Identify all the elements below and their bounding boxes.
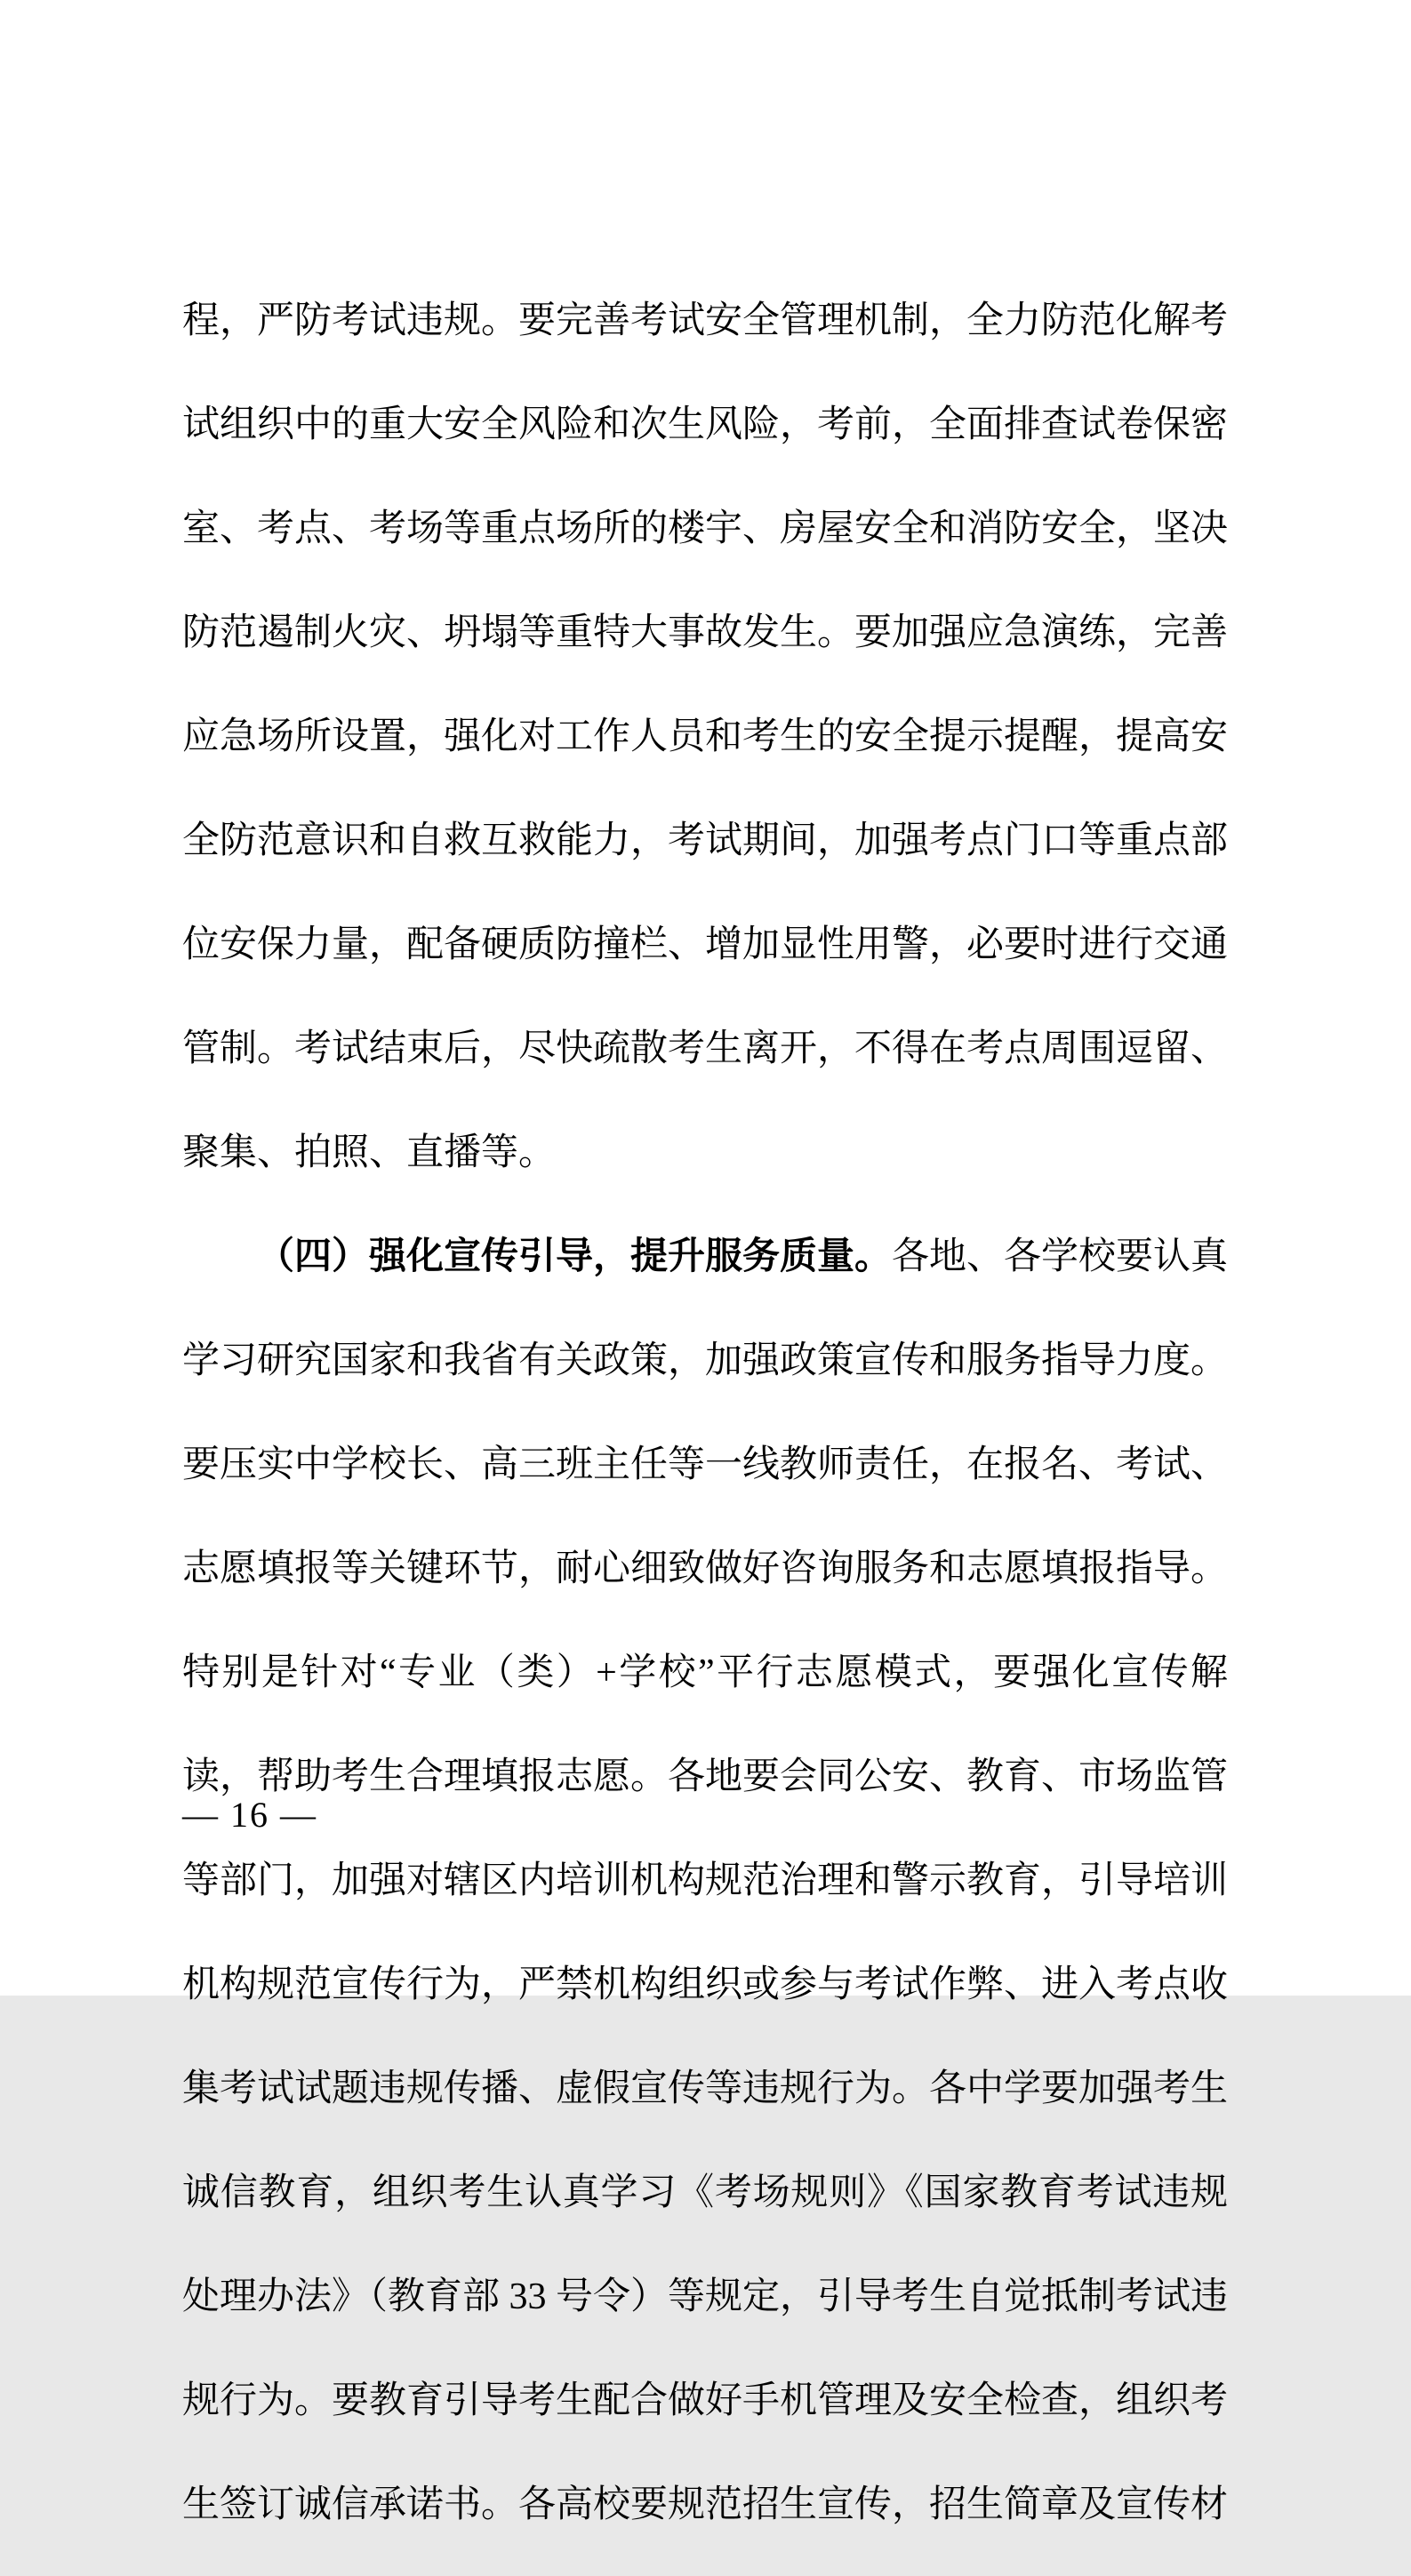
text-line: 机构规范宣传行为，严禁机构组织或参与考试作弊、进入考点收 [182,1964,1229,2005]
text-line: 诚信教育，组织考生认真学习《考场规则》《国家教育考试违规 [182,2172,1228,2213]
section-heading-line [182,1224,1228,1291]
page-number: — 16 — [182,1795,317,1835]
text-line: 特别是针对“专业（类）+学校”平行志愿模式，要强化宣传解 [182,1652,1228,1693]
text-line: 全防范意识和自救互救能力，考试期间，加强考点门口等重点部 [182,820,1229,861]
text-line: 管制。考试结束后，尽快疏散考生离开，不得在考点周围逗留、 [182,1028,1229,1069]
text-line: 聚集、拍照、直播等。 [182,1132,557,1173]
text-line: 防范遏制火灾、坍塌等重特大事故发生。要加强应急演练，完善 [182,612,1229,653]
text-line: 规行为。要教育引导考生配合做好手机管理及安全检查，组织考 [182,2380,1229,2421]
text-line: 室、考点、考场等重点场所的楼宇、房屋安全和消防安全，坚决 [182,508,1229,549]
text-line: 等部门，加强对辖区内培训机构规范治理和警示教育，引导培训 [182,1860,1229,1901]
text-line: 处理办法》（教育部 33 号令）等规定，引导考生自觉抵制考试违 [182,2276,1229,2317]
text-line: 读，帮助考生合理填报志愿。各地要会同公安、教育、市场监管 [182,1756,1229,1797]
text-line: 集考试试题违规传播、虚假宣传等违规行为。各中学要加强考生 [182,2068,1229,2109]
text-line: 志愿填报等关键环节，耐心细致做好咨询服务和志愿填报指导。 [182,1548,1229,1589]
text-line: 试组织中的重大安全风险和次生风险，考前，全面排查试卷保密 [182,404,1229,445]
text-line: 程，严防考试违规。要完善考试安全管理机制，全力防范化解考 [182,300,1229,341]
section-heading-rest: 各地、各学校要认真 [892,1236,1229,1277]
section-heading: （四）强化宣传引导，提升服务质量。 [257,1236,893,1277]
document-body [182,251,1228,2576]
text-line: 生签订诚信承诺书。各高校要规范招生宣传，招生简章及宣传材 [182,2484,1229,2525]
text-line: 位安保力量，配备硬质防撞栏、增加显性用警，必要时进行交通 [182,924,1229,965]
text-line: 学习研究国家和我省有关政策，加强政策宣传和服务指导力度。 [182,1340,1229,1381]
text-line: 要压实中学校长、高三班主任等一线教师责任，在报名、考试、 [182,1444,1229,1485]
text-line: 应急场所设置，强化对工作人员和考生的安全提示提醒，提高安 [182,716,1229,757]
